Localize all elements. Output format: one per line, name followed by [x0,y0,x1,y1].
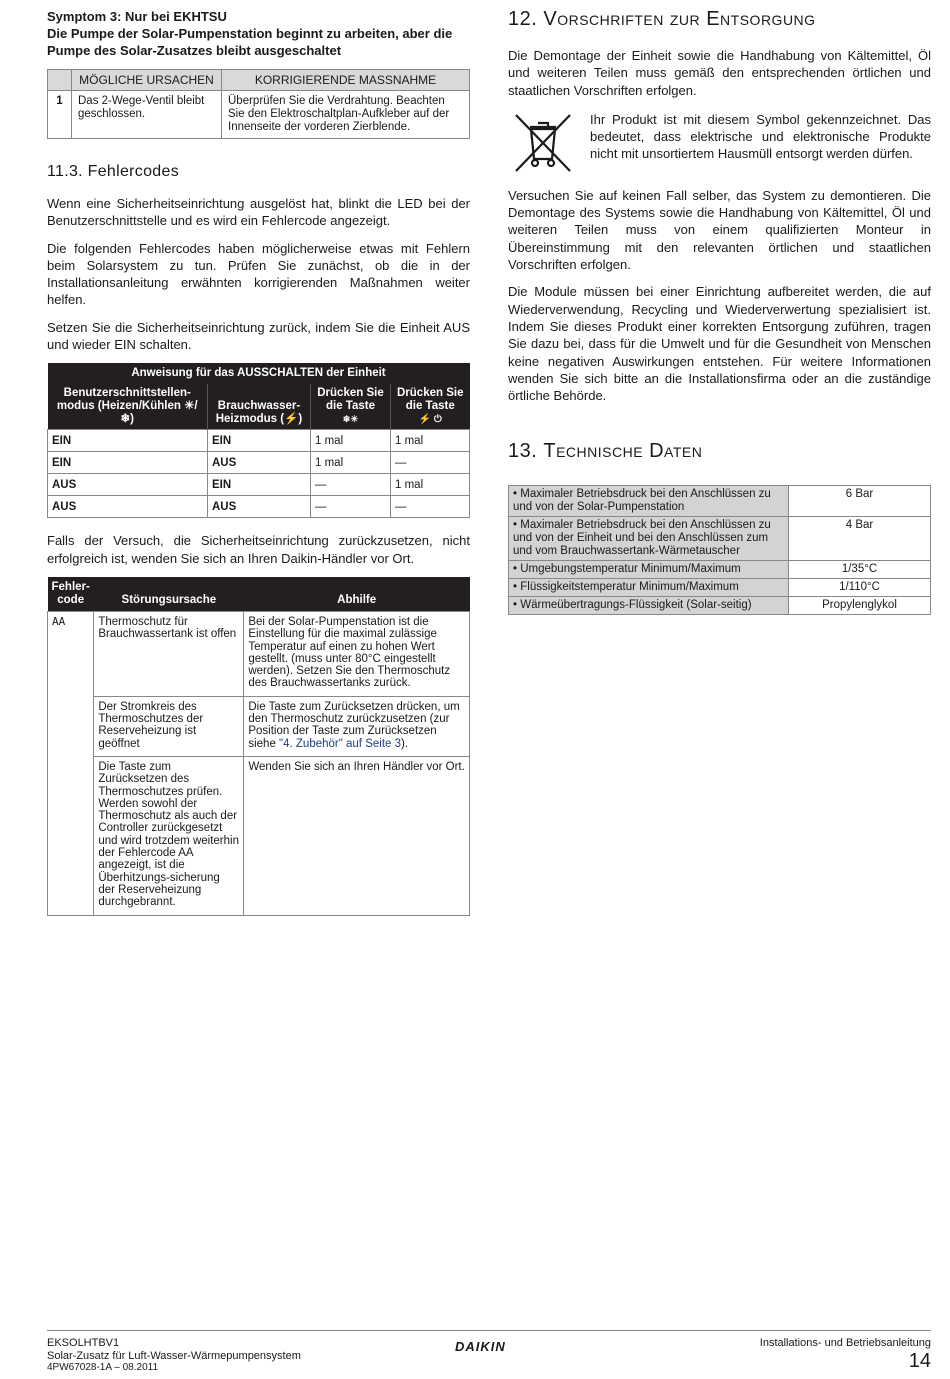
action-text: Überprüfen Sie die Verdrahtung. Beachten Sie den Elektroschaltplan-Aufkleber auf der Innenseite der vorderen Zierblende. [222,91,470,139]
spec-label: • Maximaler Betriebsdruck bei den Anschlüssen zu und von der Solar-Pumpenstation [509,486,789,517]
table-row [48,452,470,474]
table-row [509,597,931,615]
table-row [48,91,470,139]
spec-label: • Maximaler Betriebsdruck bei den Anschlüssen zu und von der Einheit und bei den Anschlüssen zum und vom Brauchwassertank-Wärmetauscher [509,517,789,561]
crossed-bin-icon [508,109,578,177]
switch-table-title: Anweisung für das AUSSCHALTEN der Einheit [48,363,470,384]
error-code-table [47,577,470,916]
section-12-title [508,8,931,31]
spec-label: • Umgebungstemperatur Minimum/Maximum [509,561,789,579]
cell: EIN [208,474,311,496]
err-header-cause: Störungsursache [94,577,244,612]
err-header-remedy: Abhilfe [244,577,470,612]
causes-header-action: KORRIGIERENDE MASSNAHME [222,70,470,91]
cell: EIN [208,430,311,452]
cell: — [391,452,470,474]
cause-text: Das 2-Wege-Ventil bleibt geschlossen. [72,91,222,139]
left-column [47,8,470,916]
cell: 1 mal [311,452,391,474]
daikin-logo: DAIKIN [455,1339,506,1354]
cell: AUS [208,496,311,518]
cell: AUS [48,496,208,518]
section-11-3-title: 11.3. Fehlercodes [47,163,179,180]
section-number: 12. [508,8,538,30]
cause-number: 1 [48,91,72,139]
cell: — [391,496,470,518]
remedy-text: ). [401,737,409,750]
dhw-power-icon: ⚡ ⏻ [418,414,442,426]
cell: EIN [48,452,208,474]
error-remedy [244,696,470,756]
cell: AUS [208,452,311,474]
error-cause: Die Taste zum Zurücksetzen des Thermoschutzes prüfen. Werden sowohl der Thermoschutz als auch der Controller zurückgesetzt und wird trotzdem weiterhin der Fehlercode AA angezeigt, ist die Überhitzungs-sicherung der Reserveheizung durchgebrannt. [94,756,244,915]
table-row [48,696,470,756]
section-number: 13. [508,440,538,463]
spec-value: 6 Bar [789,486,931,517]
footer-left [47,1337,301,1375]
table-row [48,430,470,452]
model-code: EKSOLHTBV1 [47,1337,120,1349]
table-row [48,496,470,518]
spec-label-text: Maximaler Betriebsdruck bei den Anschlüssen zu und von der Solar-Pumpenstation [513,488,771,514]
error-remedy: Wenden Sie sich an Ihren Händler vor Ort. [244,756,470,915]
symptom-heading [47,8,470,59]
manual-title: Installations- und Betriebsanleitung [759,1337,931,1349]
right-column [508,8,931,615]
document-code: 4PW67028-1A – 08.2011 [47,1362,159,1373]
table-row [509,517,931,561]
paragraph: Setzen Sie die Sicherheitseinrichtung zurück, indem Sie die Einheit AUS und wieder EIN schalten. [47,319,470,353]
remedy-text: Die Taste zum Zurücksetzen drücken, um den Thermoschutz zurückzusetzen (zur Position der Taste zum Zurücksetzen siehe [248,700,460,750]
switch-col-press-1 [311,384,391,430]
switch-col-dhw-mode: Brauchwasser-Heizmodus (⚡) [208,384,311,430]
paragraph: Die Demontage der Einheit sowie die Handhabung von Kältemittel, Öl und weiteren Teilen muss gemäß den entsprechenden örtlichen und staatlichen Vorschriften erfolgen. [508,48,931,98]
section-13-title [508,440,931,463]
cell: 1 mal [391,430,470,452]
switch-off-table [47,363,470,518]
err-header-code: Fehler-code [48,577,94,612]
weee-text: Ihr Produkt ist mit diesem Symbol gekennzeichnet. Das bedeutet, dass elektrische und elektronische Produkte nicht mit unsortiertem Hausmüll entsorgt werden dürfen. [590,111,931,162]
press-label: Drücken Sie die Taste [397,387,464,413]
symptom-description: Die Pumpe der Solar-Pumpenstation beginnt zu arbeiten, aber die Pumpe des Solar-Zusatzes bleibt ausgeschaltet [47,26,453,58]
press-label: Drücken Sie die Taste [317,387,384,413]
switch-col-press-2 [391,384,470,430]
error-remedy: Bei der Solar-Pumpenstation ist die Einstellung für die maximal zulässige Temperatur auf einen zu hohen Wert gestellt. (muss unter 80°C eingestellt werden). Setzen Sie den Thermoschutz des Brauchwassertanks zurück. [244,611,470,696]
table-row [509,561,931,579]
section-title: Vorschriften zur Entsorgung [543,8,816,30]
cell: AUS [48,474,208,496]
causes-table [47,69,470,139]
spec-label-text: Wärmeübertragungs-Flüssigkeit (Solar-seitig) [520,599,752,612]
spec-label-text: Umgebungstemperatur Minimum/Maximum [520,563,741,576]
error-cause: Der Stromkreis des Thermoschutzes der Reserveheizung ist geöffnet [94,696,244,756]
table-row [509,579,931,597]
page-footer [47,1330,931,1373]
technical-data-table [508,485,931,615]
cell: 1 mal [311,430,391,452]
footer-right [760,1337,931,1372]
spec-value: Propylenglykol [789,597,931,615]
spec-label: • Flüssigkeitstemperatur Minimum/Maximum [509,579,789,597]
paragraph: Versuchen Sie auf keinen Fall selber, das System zu demontieren. Die Demontage des Systems sowie die Handhabung von Kältemittel, Öl und weiteren Teilen muss von einem qualifizierten Monteur in Übereinstimmung mit den relevanten örtlichen und staatlichen Vorschriften erfolgen. [508,187,931,273]
spec-label: • Wärmeübertragungs-Flüssigkeit (Solar-seitig) [509,597,789,615]
spec-value: 1/35°C [789,561,931,579]
causes-header-num [48,70,72,91]
spec-value: 1/110°C [789,579,931,597]
page-number: 14 [908,1349,931,1372]
spec-value: 4 Bar [789,517,931,561]
table-row [48,611,470,696]
symptom-label: Symptom 3: Nur bei EKHTSU [47,9,227,24]
weee-notice [508,109,931,177]
paragraph: Die folgenden Fehlercodes haben möglicherweise etwas mit Fehlern beim Solarsystem zu tun. Prüfen Sie zunächst, ob die in der Installationsanleitung erwähnten korrigierenden Maßnahmen weiter helfen. [47,240,470,308]
table-row [48,474,470,496]
cell: EIN [48,430,208,452]
heat-cool-icon: ❄☀ [342,414,359,425]
table-row [48,756,470,915]
cell: — [311,474,391,496]
section-title: Technische Daten [543,440,703,463]
cell: — [311,496,391,518]
accessory-page-link[interactable]: "4. Zubehör" auf Seite 3 [279,737,401,750]
error-code: AA [48,611,94,915]
spec-label-text: Maximaler Betriebsdruck bei den Anschlüssen zu und von der Einheit und bei den Anschlüssen zum und vom Brauchwassertank-Wärmetauscher [513,519,771,558]
paragraph: Wenn eine Sicherheitseinrichtung ausgelöst hat, blinkt die LED bei der Benutzerschnittstelle und es wird ein Fehlercode angezeigt. [47,196,470,229]
table-row [509,486,931,517]
causes-header-cause: MÖGLICHE URSACHEN [72,70,222,91]
product-name: Solar-Zusatz für Luft-Wasser-Wärmepumpensystem [47,1349,301,1362]
paragraph: Falls der Versuch, die Sicherheitseinrichtung zurückzusetzen, nicht erfolgreich ist, wenden Sie sich an Ihren Daikin-Händler vor Ort. [47,533,470,566]
error-cause: Thermoschutz für Brauchwassertank ist offen [94,611,244,696]
switch-col-ui-mode: Benutzerschnittstellen-modus (Heizen/Kühlen ☀/❄) [48,384,208,430]
cell: 1 mal [391,474,470,496]
spec-label-text: Flüssigkeitstemperatur Minimum/Maximum [520,581,739,594]
paragraph: Die Module müssen bei einer Einrichtung aufbereitet werden, die auf Wiederverwendung, Recycling und Wiederverwertung spezialisiert ist. Indem Sie dieses Produkt einer korrekten Entsorgung zuführen, tragen Sie dazu bei, dass für die Umwelt und für die Gesundheit von Menschen keine negativen Auswirkungen entstehen. Für weitere Informationen wenden Sie sich bitte an die Installationsfirma oder an die zuständige örtliche Behörde. [508,284,931,404]
